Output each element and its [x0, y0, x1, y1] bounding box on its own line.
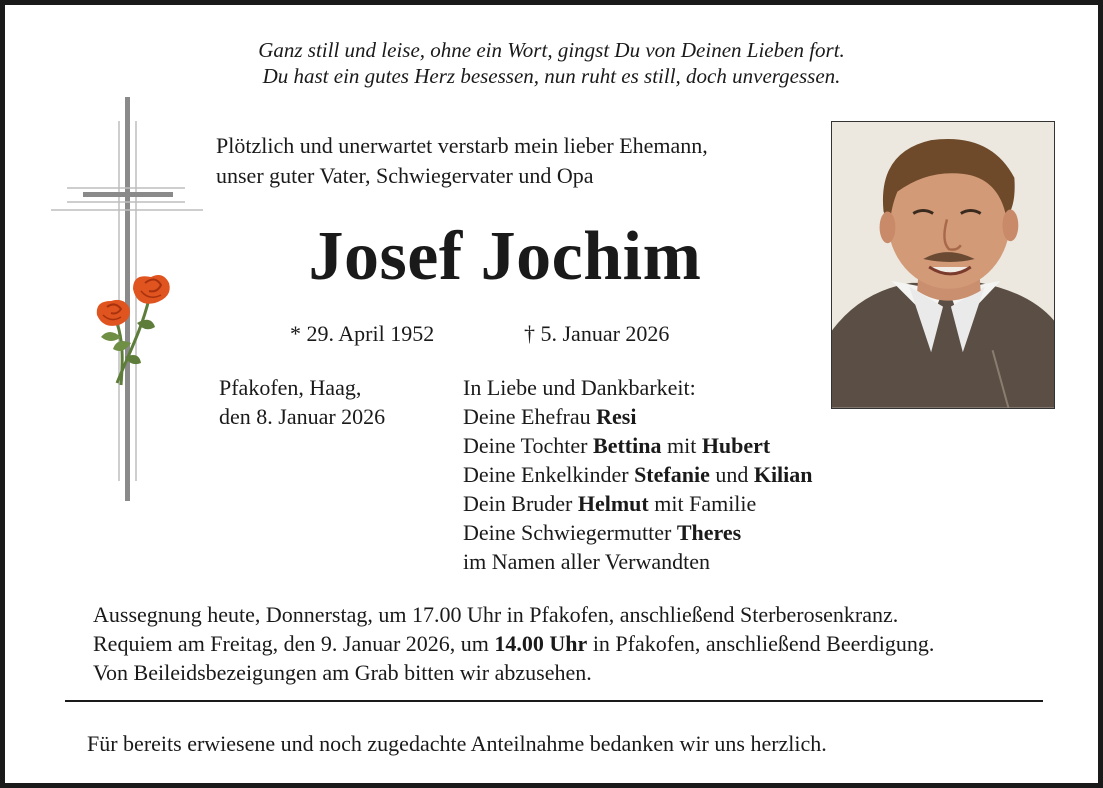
- birth-date: * 29. April 1952: [290, 321, 435, 346]
- mourner-relation: Deine Enkelkinder: [463, 462, 635, 487]
- place-and-date: [219, 373, 385, 431]
- mourner-name: Kilian: [753, 462, 813, 487]
- service-info: [93, 600, 934, 687]
- motto: [5, 37, 1098, 89]
- mourner-relation: Deine Tochter: [463, 433, 594, 458]
- mourner-name: Stefanie: [634, 462, 710, 487]
- place-line-2: den 8. Januar 2026: [219, 404, 386, 429]
- service-time: 14.00 Uhr: [494, 631, 588, 656]
- mourner-name: Bettina: [593, 433, 662, 458]
- death-date: † 5. Januar 2026: [524, 321, 670, 346]
- mourner-connector: mit: [661, 433, 702, 458]
- thanks-text: Für bereits erwiesene und noch zugedachte Anteilnahme bedanken wir uns herzlich.: [87, 731, 827, 756]
- motto-line-1: Ganz still und leise, ohne ein Wort, gingst Du von Deinen Lieben fort.: [258, 38, 845, 62]
- mourner-name: Helmut: [577, 491, 649, 516]
- service-line-3: Von Beileidsbezeigungen am Grab bitten wir abzusehen.: [93, 660, 592, 685]
- service-line-1: Aussegnung heute, Donnerstag, um 17.00 Uhr in Pfakofen, anschließend Sterberosenkranz.: [93, 602, 899, 627]
- motto-line-2: Du hast ein gutes Herz besessen, nun ruht es still, doch unvergessen.: [262, 64, 841, 88]
- mourners-list: [463, 373, 813, 576]
- mourner-relatives: im Namen aller Verwandten: [463, 549, 711, 574]
- mourner-relation: Dein Bruder: [463, 491, 578, 516]
- portrait-photo: [831, 121, 1055, 409]
- mourners-heading: In Liebe und Dankbarkeit:: [463, 375, 696, 400]
- service-line-2: [93, 629, 934, 658]
- mourner-mother-in-law: [463, 518, 813, 547]
- mourner-brother: [463, 489, 813, 518]
- service-text: Requiem am Freitag, den 9. Januar 2026, um: [93, 631, 495, 656]
- mourner-relation: Deine Schwiegermutter: [463, 520, 677, 545]
- intro-text: [216, 131, 708, 191]
- mourner-wife: [463, 402, 813, 431]
- divider: [65, 700, 1043, 702]
- mourner-name: Resi: [596, 404, 637, 429]
- intro-line-2: unser guter Vater, Schwiegervater und Opa: [216, 163, 594, 188]
- mourner-grandchildren: [463, 460, 813, 489]
- deceased-name: Josef Jochim: [308, 218, 702, 295]
- mourner-name: Hubert: [701, 433, 771, 458]
- place-line-1: Pfakofen, Haag,: [219, 375, 362, 400]
- mourner-connector: mit Familie: [648, 491, 757, 516]
- mourner-name: Theres: [676, 520, 742, 545]
- service-text: in Pfakofen, anschließend Beerdigung.: [587, 631, 935, 656]
- mourner-connector: und: [709, 462, 754, 487]
- cross-with-roses-icon: [45, 91, 205, 506]
- mourner-daughter: [463, 431, 813, 460]
- intro-line-1: Plötzlich und unerwartet verstarb mein lieber Ehemann,: [216, 133, 708, 158]
- mourner-relation: Deine Ehefrau: [463, 404, 597, 429]
